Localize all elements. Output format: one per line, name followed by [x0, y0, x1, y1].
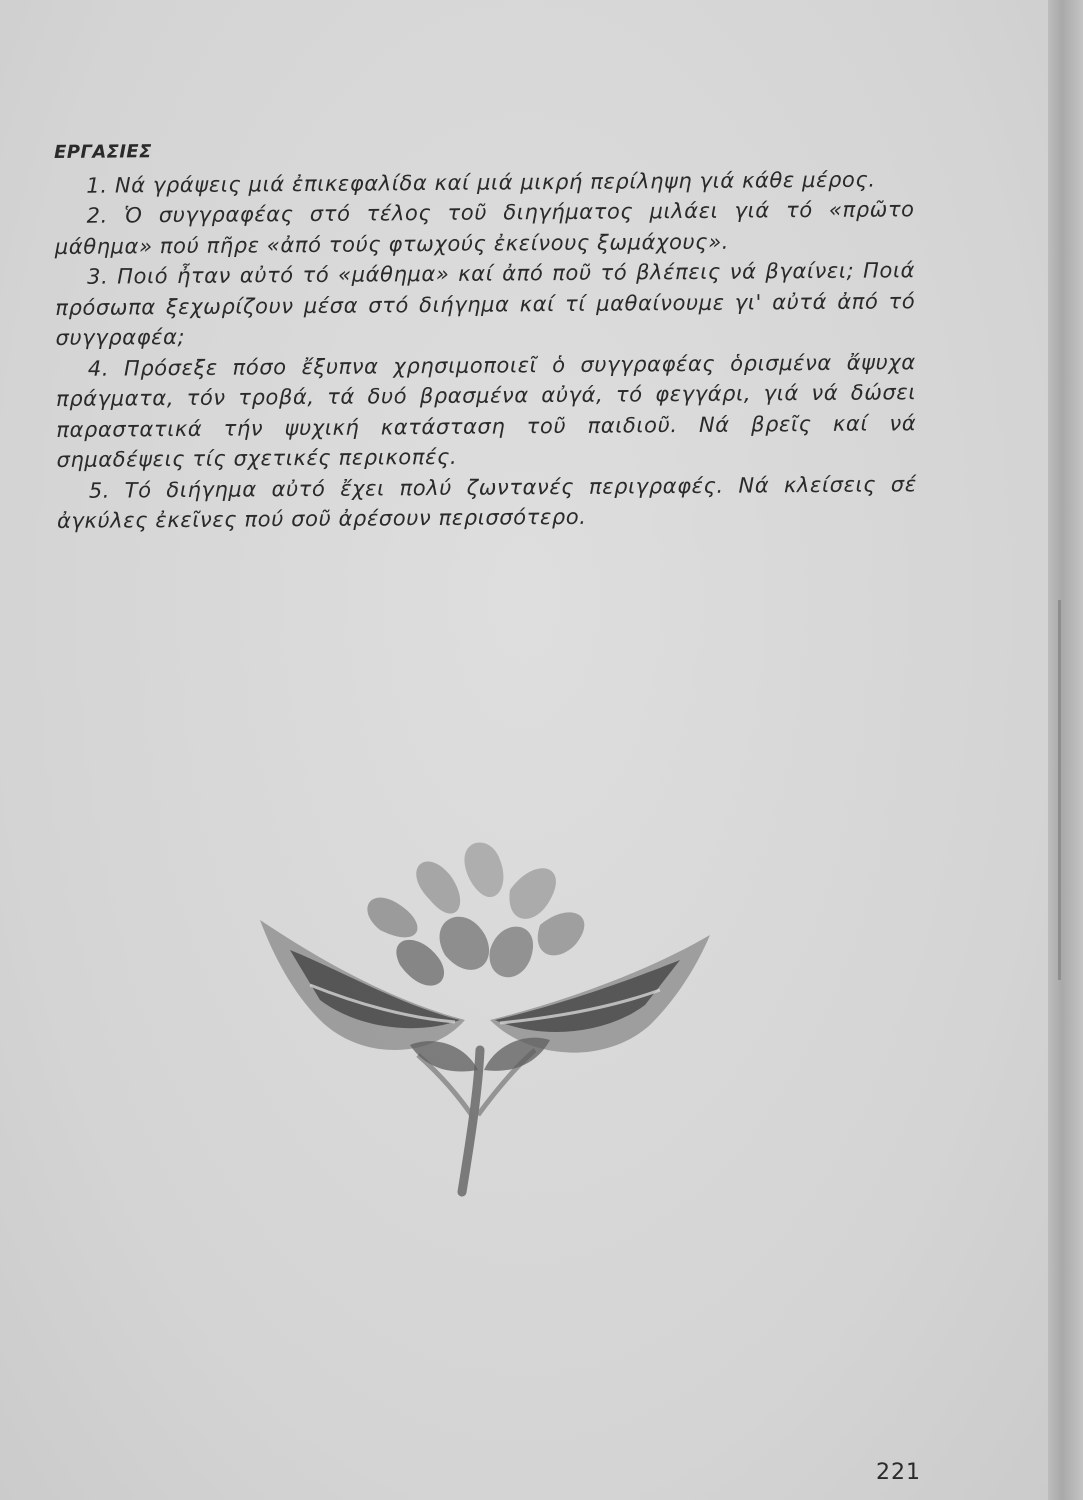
exercise-item-5: 5. Τό διήγημα αὐτό ἔχει πολύ ζωντανές περιγραφές. Νά κλείσεις σέ ἀγκύλες ἐκεῖνες πού σοῦ ἀρέσουν περισσότερο. [56, 471, 917, 533]
flower-petal [440, 917, 489, 970]
exercise-item-3: 3. Ποιό ἦταν αὐτό τό «μάθημα» καί ἀπό ποῦ τό βλέπεις νά βγαίνει; Ποιά πρόσωπα ξεχωρίζουν μέσα στό διήγημα καί τί μαθαίνουμε γι' αὐτά ἀπό τό συγγραφέα; [55, 258, 916, 350]
page-edge [1048, 0, 1083, 1500]
exercises-section [54, 131, 917, 536]
page-edge-shadow [1058, 600, 1061, 980]
flower-petal [416, 861, 460, 913]
flower-petal [489, 927, 533, 978]
flower-petal [367, 898, 417, 938]
flower-leaf [410, 1041, 478, 1071]
flower-icon [250, 820, 720, 1200]
flower-petal [538, 912, 585, 955]
section-heading: ΕΡΓΑΣΙΕΣ [54, 141, 152, 163]
flower-leaf [484, 1038, 550, 1071]
flower-petal [396, 940, 444, 986]
exercise-item-2: 2. Ὁ συγγραφέας στό τέλος τοῦ διηγήματος μιλάει γιά τό «πρῶτο μάθημα» πού πῆρε «ἀπό τούς φτωχούς ἐκείνους ξωμάχους». [54, 197, 915, 259]
exercise-item-1: 1. Νά γράψεις μιά ἐπικεφαλίδα καί μιά μικρή περίληψη γιά κάθε μέρος. [86, 167, 876, 198]
flower-petal [509, 868, 555, 919]
exercise-item-4: 4. Πρόσεξε πόσο ἔξυπνα χρησιμοποιεῖ ὁ συγγραφέας ὁρισμένα ἄψυχα πράγματα, τόν τροβά, τά δυό βρασμένα αὐγά, τό φεγγάρι, γιά νά δώσει παραστατικά τήν ψυχική κατάσταση τοῦ παιδιοῦ. Νά βρεῖς καί νά σημαδέψεις τίς σχετικές περικοπές. [55, 349, 917, 472]
page-number: 221 [876, 1460, 921, 1485]
flower-petal [464, 843, 503, 898]
